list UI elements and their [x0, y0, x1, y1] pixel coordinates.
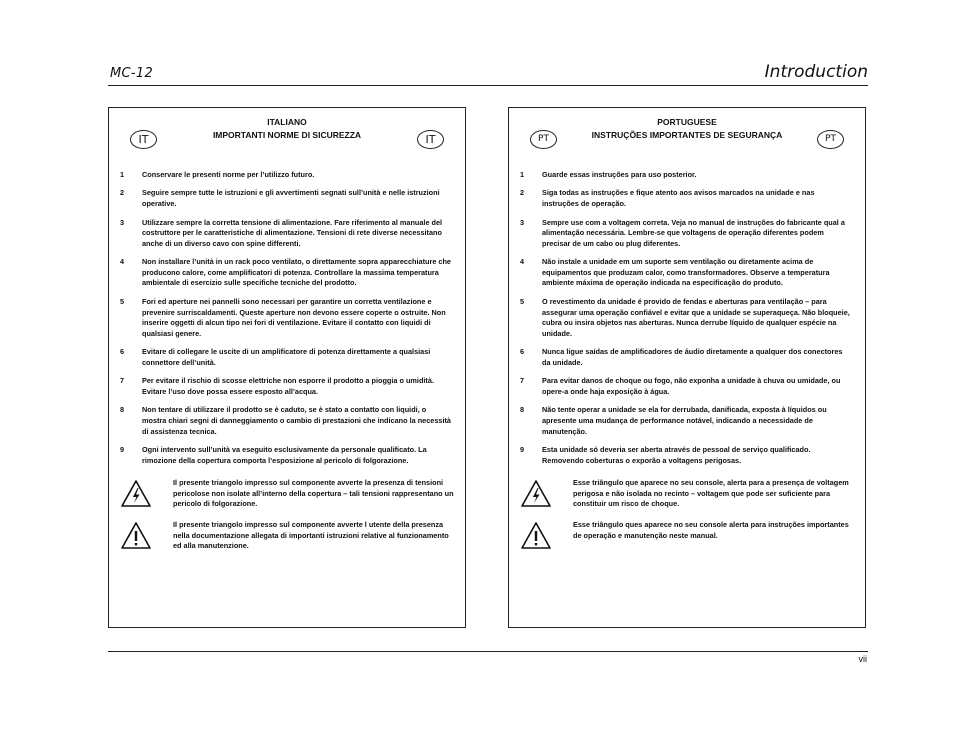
- item-number: 2: [120, 188, 125, 198]
- item-text: Esta unidade só deveria ser aberta através de pessoal de serviço qualificado. Removendo coberturas o exporão a voltagens perigosas.: [542, 445, 811, 465]
- list-item: [120, 297, 451, 339]
- item-text: Conservare le presenti norme per l’utilizzo futuro.: [142, 170, 315, 179]
- panel-title: IMPORTANTI NORME DI SICUREZZA: [212, 130, 362, 140]
- item-number: 8: [520, 405, 525, 415]
- item-number: 6: [120, 347, 125, 357]
- list-item: [520, 188, 851, 209]
- list-item: [520, 170, 851, 181]
- panel-italian: [108, 107, 466, 628]
- exclamation-warning-icon: [121, 522, 151, 553]
- item-number: 6: [520, 347, 525, 357]
- panel-title: INSTRUÇÕES IMPORTANTES DE SEGURANÇA: [591, 130, 783, 140]
- warning-lightning: [121, 478, 455, 511]
- item-number: 7: [120, 376, 125, 386]
- page-number: vii: [858, 654, 867, 664]
- item-number: 3: [120, 217, 125, 227]
- header-section-title: Introduction: [764, 62, 868, 82]
- item-number: 9: [120, 445, 125, 454]
- item-number: 1: [520, 170, 525, 179]
- item-text: Evitare di collegare le uscite di un amplificatore di potenza direttamente a qualsiasi connettore dell’unità.: [142, 347, 431, 367]
- panel-language: ITALIANO: [267, 117, 307, 127]
- item-number: 7: [520, 376, 525, 386]
- language-badge-left: PT: [530, 130, 557, 149]
- list-item: [520, 347, 851, 368]
- item-text: Para evitar danos de choque ou fogo, não exponha a unidade à chuva ou umidade, ou opere-a onde haja exposição à água.: [542, 376, 841, 396]
- warning-text: Il presente triangolo impresso sul componente avverte l utente della presenza nella documentazione allegata di importanti istruzioni relative al funzionamento ed alla manutenzione.: [173, 520, 449, 551]
- item-text: Per evitare il rischio di scosse elettriche non esporre il prodotto a pioggia o umidità. Evitare l’uso dove possa essere esposto all’acqua.: [142, 376, 434, 396]
- item-number: 5: [520, 296, 525, 306]
- list-item: [120, 188, 451, 209]
- language-badge-right: IT: [417, 130, 444, 149]
- header-model: MC-12: [110, 66, 154, 81]
- warning-exclamation: [121, 520, 455, 553]
- warning-exclamation: [521, 520, 855, 553]
- item-number: 1: [120, 170, 125, 179]
- item-text: Guarde essas instruções para uso posterior.: [542, 170, 697, 179]
- header-rule: [108, 85, 868, 86]
- list-item: [520, 257, 851, 289]
- item-number: 2: [520, 188, 525, 198]
- list-item: [520, 445, 851, 466]
- panel-heading: [109, 116, 465, 142]
- item-text: Não tente operar a unidade se ela for derrubada, danificada, exposta à líquidos ou apresente uma mudança de performance notável, indicando a necessidade de manutenção.: [542, 405, 827, 436]
- list-item: [120, 257, 451, 289]
- item-text: Utilizzare sempre la corretta tensione di alimentazione. Fare riferimento al manuale del costruttore per le caratteristiche di alimentazione. Tensioni di rete diverse necessitano anche di un diverso cavo con spine differenti.: [142, 217, 443, 248]
- item-text: Non tentare di utilizzare il prodotto se è caduto, se è stato a contatto con liquidi, o mostra chiari segni di danneggiamento o cambio di prestazioni che indicano la necessità di assistenza tecnica.: [142, 405, 451, 436]
- item-text: Siga todas as instruções e fique atento aos avisos marcados na unidade e nas instruções de operação.: [542, 188, 815, 209]
- item-text: Seguire sempre tutte le istruzioni e gli avvertimenti segnati sull’unità e nelle istruzioni operative.: [142, 188, 440, 209]
- exclamation-warning-icon: [521, 522, 551, 553]
- list-item: [520, 405, 851, 437]
- item-text: Ogni intervento sull’unità va eseguito esclusivamente da personale qualificato. La rimozione della copertura comporta l’esposizione al pericolo di folgorazione.: [142, 445, 427, 465]
- item-text: Nunca ligue saídas de amplificadores de áudio diretamente a qualquer dos conectores da unidade.: [542, 347, 843, 367]
- footer-rule: [108, 651, 868, 652]
- warning-text: Il presente triangolo impresso sul componente avverte la presenza di tensioni pericolose non isolate all’interno della copertura – tali tensioni rappresentano un pericolo di folgorazione.: [173, 478, 454, 509]
- list-item: [120, 170, 451, 181]
- list-item: [120, 405, 451, 437]
- list-item: [120, 347, 451, 368]
- item-number: 3: [520, 217, 525, 227]
- item-number: 8: [120, 405, 125, 415]
- warning-text: Esse triângulo ques aparece no seu console alerta para instruções importantes de operação e manutenção neste manual.: [573, 520, 849, 540]
- panel-portuguese: [508, 107, 866, 628]
- item-text: Não instale a unidade em um suporte sem ventilação ou diretamente acima de equipamentos que produzam calor, como transformadores. Observe a temperatura ambiente máxima de operação indicada na especificação do produto.: [542, 257, 830, 288]
- list-item: [520, 376, 851, 397]
- list-item: [120, 445, 451, 466]
- panel-heading: [509, 116, 865, 142]
- item-number: 5: [120, 296, 125, 306]
- language-badge-right: PT: [817, 130, 844, 149]
- lightning-warning-icon: [121, 480, 151, 511]
- list-item: [520, 297, 851, 339]
- item-number: 4: [520, 257, 525, 267]
- safety-list: [520, 170, 851, 474]
- list-item: [520, 218, 851, 250]
- item-text: Fori ed aperture nei pannelli sono necessari per garantire un corretta ventilazione e prevenire surriscaldamenti. Queste aperture non devono essere coperte o ostruite. Non inserire oggetti di alcun tipo nei fori di ventilazione. Evitare il contatto con liquidi di qualsiasi genere.: [142, 296, 446, 338]
- item-number: 9: [520, 445, 525, 454]
- list-item: [120, 376, 451, 397]
- language-badge-left: IT: [130, 130, 157, 149]
- safety-list: [120, 170, 451, 474]
- item-text: O revestimento da unidade é provido de fendas e aberturas para ventilação – para assegurar uma operação confiável e evitar que a unidade se superaqueça. Não bloqueie, cubra ou insira objetos nas aberturas. Nunca derrube líquido de qualquer espécie na unidade.: [542, 296, 850, 338]
- item-text: Sempre use com a voltagem correta. Veja no manual de instruções do fabricante qual a alimentação necessária. Lembre-se que voltagens de operação diferentes podem precisar de um cabo ou plug diferentes.: [542, 217, 845, 248]
- warning-lightning: [521, 478, 855, 511]
- item-text: Non installare l’unità in un rack poco ventilato, o direttamente sopra apparecchiature che producono calore, come amplificatori di potenza. Controllare la massima temperatura ambientale di esercizio sulle specifiche tecniche del prodotto.: [142, 257, 451, 288]
- panel-language: PORTUGUESE: [657, 117, 717, 127]
- list-item: [120, 218, 451, 250]
- warning-text: Esse triângulo que aparece no seu console, alerta para a presença de voltagem perigosa e não isolada no recinto – voltagem que pode ser suficiente para constituir um risco de choque.: [573, 478, 849, 509]
- lightning-warning-icon: [521, 480, 551, 511]
- item-number: 4: [120, 257, 125, 267]
